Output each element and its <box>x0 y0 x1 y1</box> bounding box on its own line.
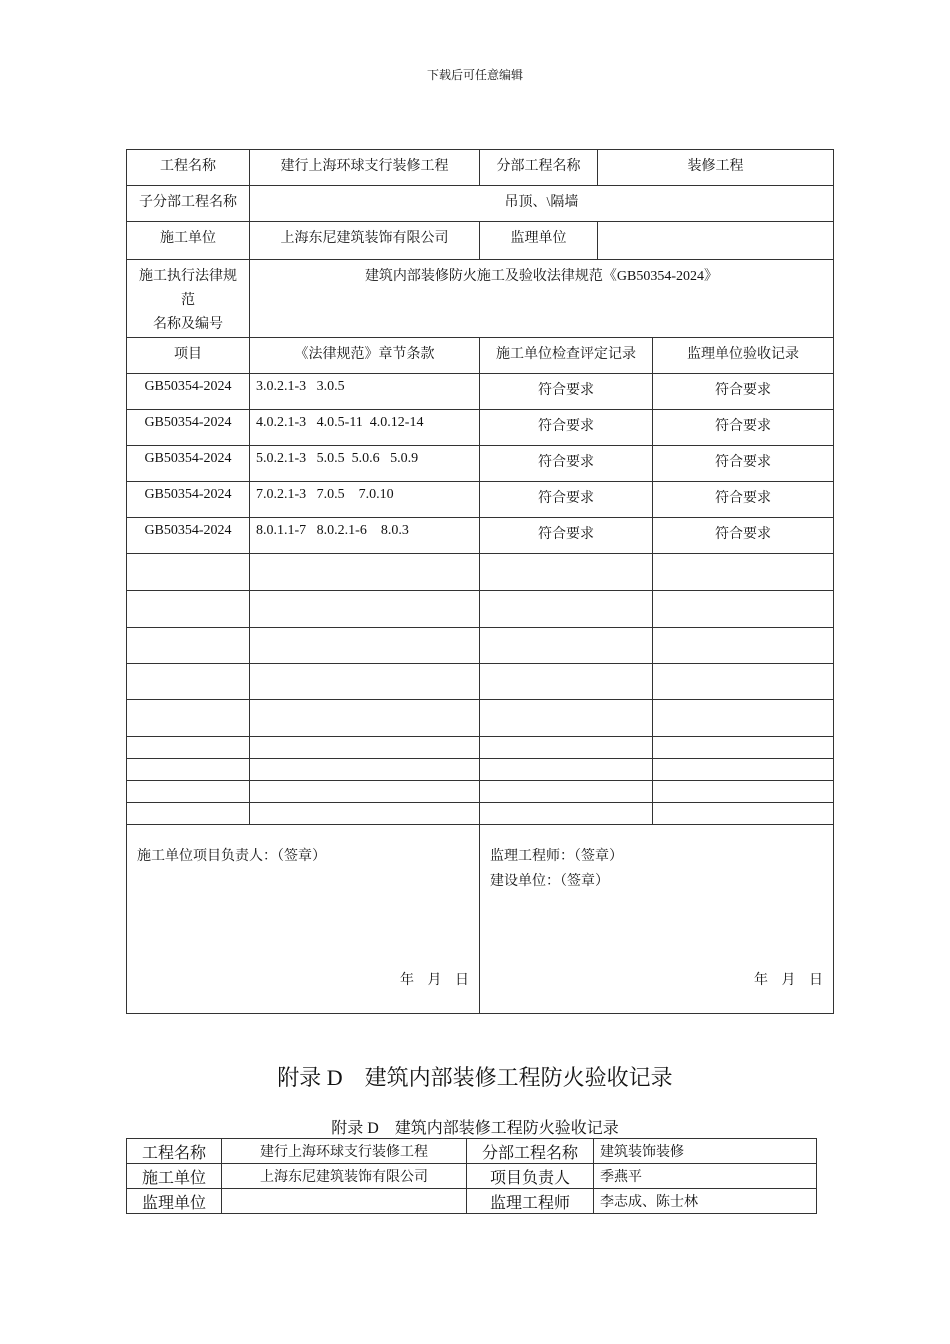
empty-row <box>127 628 834 664</box>
supervisor-label-2: 监理单位 <box>127 1189 222 1214</box>
row-item: GB50354-2024 <box>127 518 250 554</box>
manager-label: 项目负责人 <box>467 1164 594 1189</box>
table-row <box>127 482 834 518</box>
project-name-value-2: 建行上海环球支行装修工程 <box>222 1139 467 1164</box>
acceptance-record-form <box>126 1138 817 1214</box>
row-clause: 7.0.2.1-3 7.0.5 7.0.10 <box>250 482 480 518</box>
standard-label <box>127 260 250 338</box>
standard-label-line-3: 名称及编号 <box>153 317 223 332</box>
empty-row <box>127 700 834 737</box>
empty-row <box>127 737 834 759</box>
sub-project-label-2: 分部工程名称 <box>467 1139 594 1164</box>
empty-row <box>127 759 834 781</box>
sub-project-value-2: 建筑装饰装修 <box>594 1139 817 1164</box>
row-clause: 5.0.2.1-3 5.0.5 5.0.6 5.0.9 <box>250 446 480 482</box>
contractor-value: 上海东尼建筑装饰有限公司 <box>250 222 480 260</box>
contractor-signature-area <box>127 825 480 1014</box>
table-row <box>127 446 834 482</box>
row-supervisor-result: 符合要求 <box>653 410 834 446</box>
row-supervisor-result: 符合要求 <box>653 374 834 410</box>
owner-sign-label: 建设单位：（签章） <box>490 874 609 889</box>
row-contractor-result: 符合要求 <box>480 482 653 518</box>
supervisor-sign-date: 年 月 日 <box>754 973 823 988</box>
project-name-label-2: 工程名称 <box>127 1139 222 1164</box>
appendix-subtitle: 附录 D 建筑内部装修工程防火验收记录 <box>331 1120 619 1137</box>
project-name-value: 建行上海环球支行装修工程 <box>250 150 480 186</box>
sub-sub-value: 吊顶、\隔墙 <box>250 186 834 222</box>
appendix-title: 附录 D 建筑内部装修工程防火验收记录 <box>277 1065 673 1090</box>
row-clause: 8.0.1.1-7 8.0.2.1-6 8.0.3 <box>250 518 480 554</box>
engineer-sign-label: 监理工程师：（签章） <box>490 849 623 864</box>
supervisor-label: 监理单位 <box>480 222 598 260</box>
header-note: 下载后可任意编辑 <box>426 68 523 82</box>
sub-sub-label: 子分部工程名称 <box>127 186 250 222</box>
contractor-sign-date: 年 月 日 <box>400 973 469 988</box>
table-row <box>127 518 834 554</box>
row-contractor-result: 符合要求 <box>480 446 653 482</box>
row-contractor-result: 符合要求 <box>480 518 653 554</box>
contractor-value-2: 上海东尼建筑装饰有限公司 <box>222 1164 467 1189</box>
row-supervisor-result: 符合要求 <box>653 518 834 554</box>
row-item: GB50354-2024 <box>127 410 250 446</box>
empty-row <box>127 781 834 803</box>
empty-row <box>127 591 834 628</box>
row-clause: 3.0.2.1-3 3.0.5 <box>250 374 480 410</box>
col-clause-header: 《法律规范》章节条款 <box>250 338 480 374</box>
table-row <box>127 410 834 446</box>
empty-row <box>127 803 834 825</box>
standard-label-line-2: 范 <box>181 293 195 308</box>
supervisor-value <box>598 222 834 260</box>
standard-label-line-1: 施工执行法律规 <box>139 269 237 284</box>
row-item: GB50354-2024 <box>127 374 250 410</box>
row-supervisor-result: 符合要求 <box>653 446 834 482</box>
table-row <box>127 374 834 410</box>
manager-value: 季燕平 <box>594 1164 817 1189</box>
row-contractor-result: 符合要求 <box>480 410 653 446</box>
contractor-label: 施工单位 <box>127 222 250 260</box>
row-item: GB50354-2024 <box>127 482 250 518</box>
contractor-sign-label: 施工单位项目负责人：（签章） <box>137 849 326 864</box>
sub-project-value: 装修工程 <box>598 150 834 186</box>
engineer-value: 李志成、陈士林 <box>594 1189 817 1214</box>
col-contractor-record-header: 施工单位检查评定记录 <box>480 338 653 374</box>
empty-row <box>127 664 834 700</box>
col-supervisor-record-header: 监理单位验收记录 <box>653 338 834 374</box>
supervisor-value-2 <box>222 1189 467 1214</box>
contractor-label-2: 施工单位 <box>127 1164 222 1189</box>
sub-project-label: 分部工程名称 <box>480 150 598 186</box>
empty-row <box>127 554 834 591</box>
supervisor-signature-area <box>480 825 834 1014</box>
row-contractor-result: 符合要求 <box>480 374 653 410</box>
engineer-label: 监理工程师 <box>467 1189 594 1214</box>
row-item: GB50354-2024 <box>127 446 250 482</box>
project-name-label: 工程名称 <box>127 150 250 186</box>
inspection-form <box>126 149 834 1014</box>
standard-value: 建筑内部装修防火施工及验收法律规范《GB50354-2024》 <box>250 260 834 338</box>
row-clause: 4.0.2.1-3 4.0.5-11 4.0.12-14 <box>250 410 480 446</box>
col-item-header: 项目 <box>127 338 250 374</box>
row-supervisor-result: 符合要求 <box>653 482 834 518</box>
